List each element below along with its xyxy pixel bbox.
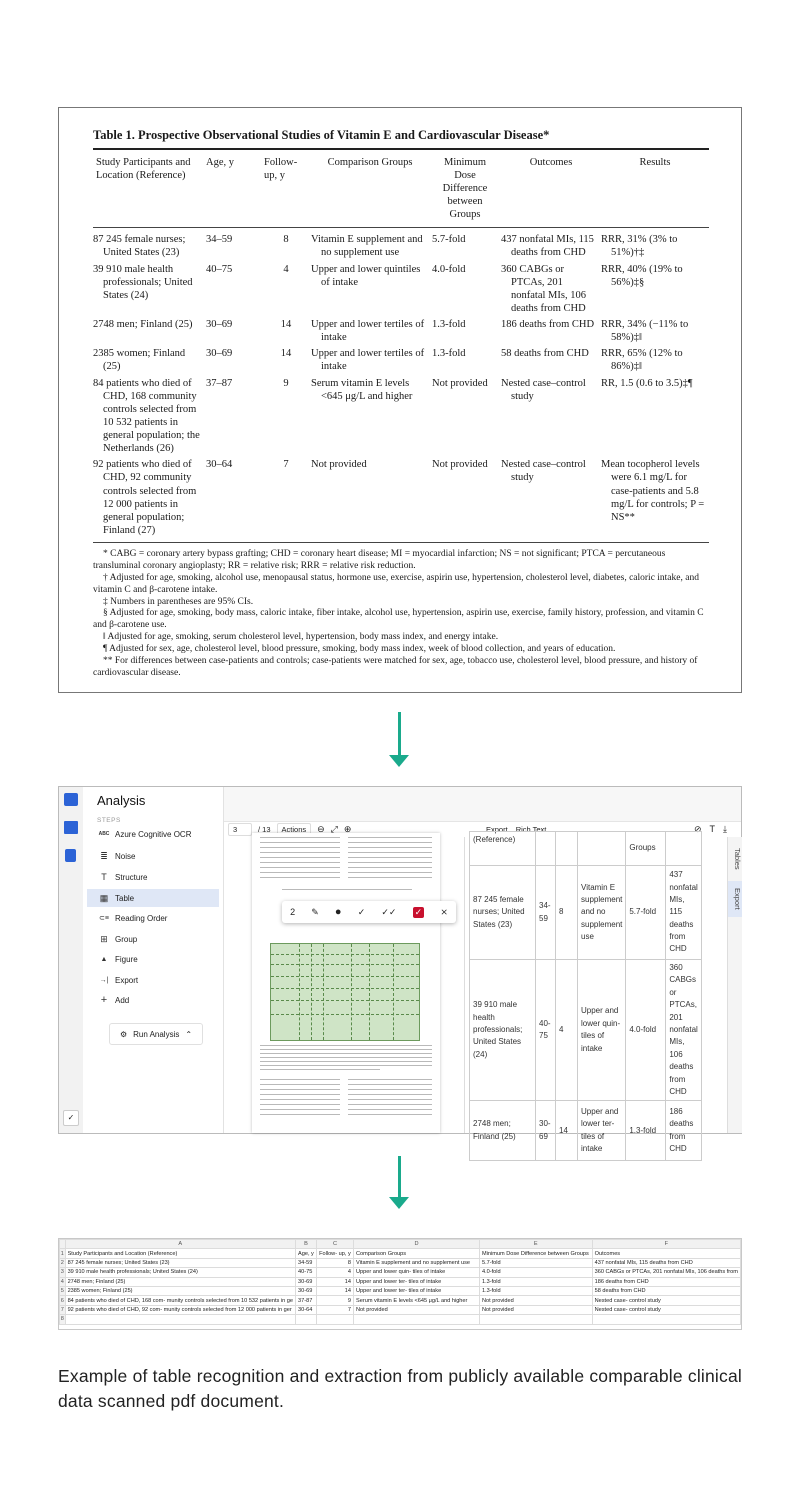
scan-table-row <box>93 232 709 261</box>
page-total: / 13 <box>258 824 271 834</box>
column-header[interactable]: E <box>479 1240 592 1249</box>
sheet-cell[interactable]: 30-64 <box>296 1305 317 1314</box>
scan-cell: 5.7-fold <box>432 234 466 246</box>
sheet-cell[interactable]: Age, y <box>296 1249 317 1258</box>
sheet-cell[interactable] <box>354 1315 480 1324</box>
scan-header-cell: Results <box>639 156 671 168</box>
scan-cell: 186 deaths from CHD <box>501 319 595 330</box>
sheet-row <box>60 1277 741 1286</box>
extracted-table-view <box>469 835 727 1154</box>
sheet-cell[interactable]: 39 910 male health professionals; United States (24) <box>65 1268 295 1277</box>
table-cell[interactable]: 30-69 <box>536 1101 556 1161</box>
scan-cell: 14 <box>280 348 292 360</box>
scan-cell: Vitamin E supplement and no supplement use <box>311 234 423 259</box>
scan-table-row <box>93 346 709 375</box>
scan-header-cell: Comparison Groups <box>327 156 413 168</box>
arrow-down-icon <box>398 712 401 756</box>
sheet-cell[interactable]: Nested case- control study <box>592 1305 740 1314</box>
sheet-cell[interactable]: 2748 men; Finland (25) <box>65 1277 295 1286</box>
step-group[interactable] <box>87 930 219 948</box>
scan-footnote: ** For differences between case-patients and controls; case-patients were matched for sex, age, tobacco use, cholesterol level, blood pressure, and history of cardiovascular disease. <box>93 655 698 678</box>
table-cell[interactable]: 2748 men; Finland (25) <box>470 1101 536 1161</box>
scanned-table-panel <box>58 107 742 693</box>
sheet-cell[interactable] <box>65 1315 295 1324</box>
column-header-row <box>60 1240 741 1249</box>
sheet-cell[interactable]: 1.3-fold <box>479 1277 592 1286</box>
document-page <box>252 833 440 1133</box>
scan-cell: RRR, 40% (19% to 56%)‡§ <box>601 263 683 288</box>
column-header[interactable]: D <box>354 1240 480 1249</box>
scan-cell: Mean tocopherol levels were 6.1 mg/L for case-patients and 5.8 mg/L for controls; P = NS** <box>601 459 705 523</box>
scan-cell: 30–69 <box>206 348 233 360</box>
double-check-icon[interactable]: ✓✓ <box>381 906 397 917</box>
scan-table-row <box>93 457 709 539</box>
table-cell[interactable]: Vitamin E supplement and no supplement use <box>578 866 626 960</box>
scan-cell: Not provided <box>432 459 488 471</box>
export-arrow-icon: →| <box>99 976 109 984</box>
step-label: Table <box>115 893 135 903</box>
table-cell[interactable]: 40-75 <box>536 960 556 1101</box>
table-cell[interactable]: 186 deaths from CHD <box>666 1101 702 1161</box>
scan-cell: 2748 men; Finland (25) <box>93 319 193 330</box>
scan-cell: 34–59 <box>206 234 233 246</box>
sheet-cell[interactable]: 30-69 <box>296 1277 317 1286</box>
scan-cell: 37–87 <box>206 377 233 389</box>
sheet-cell[interactable]: 186 deaths from CHD <box>592 1277 740 1286</box>
step-label: Add <box>115 995 130 1005</box>
sheet-cell[interactable]: 9 <box>317 1296 354 1305</box>
scan-cell: 58 deaths from CHD <box>501 348 589 360</box>
fit-screen-icon[interactable]: ⤢ <box>330 823 338 834</box>
actions-button[interactable]: Actions <box>277 823 312 836</box>
table-cell[interactable]: Upper and lower quin- tiles of intake <box>578 960 626 1101</box>
step-label: Reading Order <box>115 913 168 923</box>
sheet-cell[interactable]: 58 deaths from CHD <box>592 1286 740 1295</box>
sheet-cell[interactable]: 1.3-fold <box>479 1286 592 1295</box>
sheet-cell[interactable]: Minimum Dose Difference between Groups <box>479 1249 592 1258</box>
table-row <box>470 1101 702 1161</box>
scan-cell: RRR, 65% (12% to 86%)‡‖ <box>601 348 683 373</box>
column-header[interactable]: A <box>65 1240 295 1249</box>
tab-export[interactable]: Export <box>728 881 742 917</box>
table-cell[interactable]: 437 nonfatal MIs, 115 deaths from CHD <box>666 866 702 960</box>
sheet-cell[interactable]: Not provided <box>479 1296 592 1305</box>
hide-icon[interactable]: ⊘ <box>693 823 702 834</box>
arrow-down-icon <box>398 1156 401 1198</box>
image-icon: ▲ <box>100 955 108 963</box>
sheet-cell[interactable]: Not provided <box>479 1305 592 1314</box>
step-export[interactable] <box>87 971 219 989</box>
row-number[interactable]: 8 <box>60 1316 64 1323</box>
table-cell[interactable]: 8 <box>556 866 578 960</box>
row-number[interactable]: 2 <box>60 1259 64 1266</box>
sheet-cell[interactable]: 4.0-fold <box>479 1268 592 1277</box>
step-azure-ocr[interactable] <box>87 825 219 843</box>
scan-cell: 30–64 <box>206 459 233 471</box>
scan-table-title: Table 1. Prospective Observational Studies of Vitamin E and Cardiovascular Disease* <box>93 128 550 142</box>
scan-cell: 1.3-fold <box>432 319 466 330</box>
column-header[interactable]: F <box>592 1240 740 1249</box>
table-cell[interactable] <box>666 832 702 866</box>
scan-table <box>93 150 709 539</box>
scan-cell: 2385 women; Finland (25) <box>93 348 186 373</box>
rich-text-tab[interactable]: Rich Text <box>515 824 547 834</box>
table-cell[interactable]: 39 910 male health professionals; United States (24) <box>470 960 536 1101</box>
analysis-sidebar <box>83 787 224 1133</box>
sheet-cell[interactable]: 7 <box>317 1305 354 1314</box>
apps-grid-icon[interactable] <box>64 793 78 806</box>
arrow-head-icon <box>389 755 409 767</box>
scan-cell: 360 CABGs or PTCAs, 201 nonfatal MIs, 106 deaths from CHD <box>501 263 586 314</box>
collapse-chevron-icon[interactable]: ✓ <box>63 1110 79 1126</box>
sheet-row <box>60 1296 741 1305</box>
sheet-cell[interactable]: Comparison Groups <box>354 1249 480 1258</box>
text-format-icon[interactable]: T <box>709 823 716 834</box>
sheet-cell[interactable] <box>296 1315 317 1324</box>
sheet-cell[interactable]: Not provided <box>354 1305 480 1314</box>
group-icon: ⊞ <box>100 933 108 944</box>
sheet-cell[interactable] <box>592 1315 740 1324</box>
scan-cell: 437 nonfatal MIs, 115 deaths from CHD <box>501 234 594 259</box>
scan-cell: 4 <box>283 263 289 275</box>
sheet-cell[interactable]: Outcomes <box>592 1249 740 1258</box>
sheet-row <box>60 1249 741 1258</box>
table-icon: ▦ <box>99 892 109 903</box>
folder-icon[interactable] <box>64 821 78 834</box>
sheet-cell[interactable]: 34-59 <box>296 1258 317 1267</box>
step-label: Group <box>115 934 138 944</box>
sheet-cell[interactable]: Upper and lower ter- tiles of intake <box>354 1286 480 1295</box>
step-label: Azure Cognitive OCR <box>115 829 192 839</box>
figure-caption: Example of table recognition and extraction from publicly available comparable clinical data scanned pdf document. <box>58 1366 742 1412</box>
checkbox-icon[interactable]: ✓ <box>414 906 423 917</box>
scan-cell: 1.3-fold <box>432 348 466 360</box>
table-cell[interactable]: 1.3-fold <box>626 1101 666 1161</box>
step-table[interactable] <box>87 889 219 907</box>
scan-footnotes <box>93 549 709 680</box>
step-label: Export <box>115 975 139 985</box>
scan-cell: 92 patients who died of CHD, 92 community controls selected from 12 000 patients in general population; Finland (27) <box>93 459 197 536</box>
table-cell[interactable]: 4 <box>556 960 578 1101</box>
check-icon[interactable]: ✓ <box>357 906 366 917</box>
run-analysis-label: Run Analysis <box>133 1029 180 1039</box>
sheet-cell[interactable] <box>479 1315 592 1324</box>
table-cell[interactable]: 4.0-fold <box>626 960 666 1101</box>
row-number[interactable]: 5 <box>60 1288 64 1295</box>
step-reading-order[interactable] <box>87 909 219 927</box>
sheet-cell[interactable]: 30-69 <box>296 1286 317 1295</box>
table-cell[interactable]: 34-59 <box>536 866 556 960</box>
table-row <box>470 960 702 1101</box>
scanned-table-content <box>93 128 709 680</box>
scan-cell: RRR, 31% (3% to 51%)†‡ <box>601 234 678 259</box>
sheet-cell[interactable] <box>317 1315 354 1324</box>
scan-cell: Not provided <box>311 459 367 471</box>
scan-footnote: ‡ Numbers in parentheses are 95% CIs. <box>103 596 254 607</box>
row-number[interactable]: 7 <box>60 1306 64 1313</box>
scan-cell: RR, 1.5 (0.6 to 3.5)‡¶ <box>601 377 693 389</box>
scan-cell: Nested case–control study <box>501 459 586 484</box>
document-viewer[interactable] <box>224 837 465 1133</box>
sheet-cell[interactable]: Serum vitamin E levels <645 μg/L and higher <box>354 1296 480 1305</box>
sheet-cell[interactable]: 14 <box>317 1286 354 1295</box>
table-cell[interactable] <box>578 832 626 866</box>
arrow-head-icon <box>389 1197 409 1209</box>
table-edit-toolbar <box>282 901 456 923</box>
page-title: Analysis <box>97 793 146 808</box>
scan-cell: 39 910 male health professionals; United States (24) <box>93 263 193 301</box>
sheet-cell[interactable]: 4 <box>317 1268 354 1277</box>
steps-label: STEPS <box>97 817 121 824</box>
sheet-cell[interactable]: Vitamin E supplement and no supplement use <box>354 1258 480 1267</box>
scan-cell: Not provided <box>432 377 488 389</box>
scan-cell: 84 patients who died of CHD, 168 community controls selected from 10 532 patients in general population; the Netherlands (26) <box>93 377 200 455</box>
step-label: Structure <box>115 872 148 882</box>
plus-icon: + <box>100 994 108 1006</box>
document-search-icon[interactable] <box>65 849 76 862</box>
chevron-up-icon: ⌃ <box>185 1029 193 1039</box>
scan-cell: 4.0-fold <box>432 263 466 275</box>
scan-cell: 7 <box>283 459 289 471</box>
scan-header-cell: Outcomes <box>529 156 573 168</box>
scan-cell: Upper and lower quintiles of intake <box>311 263 421 288</box>
clear-formatting-icon[interactable]: ⨯ <box>440 906 448 917</box>
scan-header-cell: Minimum Dose Difference between Groups <box>442 156 488 221</box>
step-structure[interactable] <box>87 868 219 886</box>
detected-table-overlay[interactable] <box>270 943 420 1041</box>
reading-order-icon: ⊂≡ <box>99 915 109 922</box>
table-cell[interactable] <box>536 832 556 866</box>
row-number[interactable]: 1 <box>60 1250 64 1257</box>
scan-footnote: * CABG = coronary artery bypass grafting; CHD = coronary heart disease; MI = myocardial infarction; NS = not significant; PTCA = percutaneous transluminal coronary angioplasty; RR = relative risk; RRR = relative risk reduction. <box>93 549 666 571</box>
table-cell[interactable]: (Reference) <box>470 832 536 866</box>
scan-table-row <box>93 317 709 346</box>
top-header-strip <box>224 787 741 822</box>
scan-cell: 9 <box>283 377 289 389</box>
sheet-cell[interactable]: 14 <box>317 1277 354 1286</box>
sheet-cell[interactable]: 2385 women; Finland (25) <box>65 1286 295 1295</box>
noise-icon: ≣ <box>100 850 108 861</box>
scan-footnote: § Adjusted for age, smoking, body mass, caloric intake, fiber intake, alcohol use, hypertension, aspirin use, exercise, family history, profession, and vitamin C and β-carotene use. <box>93 608 704 631</box>
scan-footnote: † Adjusted for age, smoking, alcohol use, menopausal status, hormone use, exercise, aspirin use, hypertension, cholesterol level, diabetes, caloric intake, and vitamin C and β-carotene intake. <box>93 572 699 595</box>
row-number[interactable]: 3 <box>60 1269 64 1276</box>
side-tabs <box>727 837 742 1133</box>
row-number[interactable]: 6 <box>60 1297 64 1304</box>
scan-cell: Serum vitamin E levels <645 μg/L and higher <box>311 377 413 402</box>
table-cell[interactable] <box>556 832 578 866</box>
step-figure[interactable] <box>87 950 219 968</box>
download-icon[interactable]: ⤓ <box>723 823 727 834</box>
spreadsheet-grid <box>59 1239 741 1325</box>
tab-tables[interactable]: Tables <box>733 848 742 870</box>
scan-table-row <box>93 376 709 458</box>
zoom-out-icon[interactable]: ⊖ <box>317 823 325 834</box>
extracted-table <box>469 831 702 1161</box>
analysis-app-window <box>58 786 742 1154</box>
row-number[interactable]: 4 <box>60 1278 64 1285</box>
scan-cell: RRR, 34% (−11% to 58%)‡‖ <box>601 319 689 344</box>
sheet-cell[interactable]: 84 patients who died of CHD, 168 com- munity controls selected from 10 532 patients in ge <box>65 1296 295 1305</box>
step-label: Noise <box>115 851 136 861</box>
export-tab[interactable]: Export <box>486 824 508 834</box>
sheet-cell[interactable]: 437 nonfatal MIs, 115 deaths from CHD <box>592 1258 740 1267</box>
scan-header-row <box>93 150 709 228</box>
sheet-cell[interactable]: 40-75 <box>296 1268 317 1277</box>
sheet-row <box>60 1258 741 1267</box>
scan-cell: 30–69 <box>206 319 233 330</box>
scan-header-cell: Age, y <box>206 156 234 168</box>
run-analysis-button[interactable] <box>109 1023 203 1045</box>
more-options-icon[interactable]: ● <box>334 906 342 918</box>
sheet-cell[interactable]: Upper and lower ter- tiles of intake <box>354 1277 480 1286</box>
table-row <box>470 832 702 866</box>
sheet-row <box>60 1315 741 1324</box>
table-cell[interactable]: 360 CABGs or PTCAs, 201 nonfatal MIs, 106 deaths from CHD <box>666 960 702 1101</box>
scan-cell: 8 <box>283 234 289 246</box>
sheet-row <box>60 1305 741 1314</box>
sheet-cell[interactable]: Nested case- control study <box>592 1296 740 1305</box>
scan-cell: Upper and lower tertiles of intake <box>311 348 425 373</box>
sheet-row <box>60 1286 741 1295</box>
column-header[interactable]: B <box>296 1240 317 1249</box>
table-cell[interactable]: Upper and lower ter- tiles of intake <box>578 1101 626 1161</box>
scan-cell: 40–75 <box>206 263 233 275</box>
column-header[interactable]: C <box>317 1240 354 1249</box>
scan-footnote: ¶ Adjusted for sex, age, cholesterol level, blood pressure, smoking, body mass index, week of blood collection, and years of education. <box>103 644 616 654</box>
sheet-cell[interactable]: 360 CABGs or PTCAs, 201 nonfatal MIs, 106 deaths from <box>592 1268 740 1277</box>
table-cell[interactable]: 5.7-fold <box>626 866 666 960</box>
table-cell[interactable]: Groups <box>626 832 666 866</box>
scan-cell: 87 245 female nurses; United States (23) <box>93 234 186 259</box>
sheet-cell[interactable]: 87 245 female nurses; United States (23) <box>65 1258 295 1267</box>
table-row <box>470 866 702 960</box>
scan-cell: 14 <box>280 319 292 330</box>
table-cell[interactable]: 87 245 female nurses; United States (23) <box>470 866 536 960</box>
text-structure-icon: T <box>101 872 107 882</box>
scan-cell: Upper and lower tertiles of intake <box>311 319 425 344</box>
sheet-cell[interactable]: Study Participants and Location (Reference) <box>65 1249 295 1258</box>
abc-icon: ABC <box>98 831 110 837</box>
table-number: 2 <box>290 907 296 917</box>
scan-header-cell: Study Participants and Location (Reference) <box>96 156 191 181</box>
spreadsheet <box>58 1238 742 1330</box>
sheet-cell[interactable]: 37-87 <box>296 1296 317 1305</box>
table-cell[interactable]: 14 <box>556 1101 578 1161</box>
icon-rail <box>59 787 84 1133</box>
scan-header-cell: Follow-up, y <box>264 156 298 181</box>
page-number-input[interactable]: 3 <box>228 823 252 836</box>
run-icon: ⚙ <box>119 1029 128 1039</box>
sheet-cell[interactable]: 92 patients who died of CHD, 92 com- munity controls selected from 12 000 patients in ger <box>65 1305 295 1314</box>
pencil-icon[interactable]: ✎ <box>311 906 319 917</box>
step-noise[interactable] <box>87 847 219 865</box>
sheet-cell[interactable]: Follow- up, y <box>317 1249 354 1258</box>
sheet-cell[interactable]: 8 <box>317 1258 354 1267</box>
scan-cell: Nested case–control study <box>501 377 586 402</box>
scan-table-row <box>93 262 709 318</box>
sheet-cell[interactable]: Upper and lower quin- tiles of intake <box>354 1268 480 1277</box>
step-label: Figure <box>115 954 138 964</box>
sheet-row <box>60 1268 741 1277</box>
step-add[interactable] <box>87 991 219 1009</box>
sheet-cell[interactable]: 5.7-fold <box>479 1258 592 1267</box>
scan-footnote: ‖ Adjusted for age, smoking, serum cholesterol level, hypertension, body mass index, and energy intake. <box>103 632 499 643</box>
zoom-in-icon[interactable]: ⊕ <box>343 823 352 834</box>
